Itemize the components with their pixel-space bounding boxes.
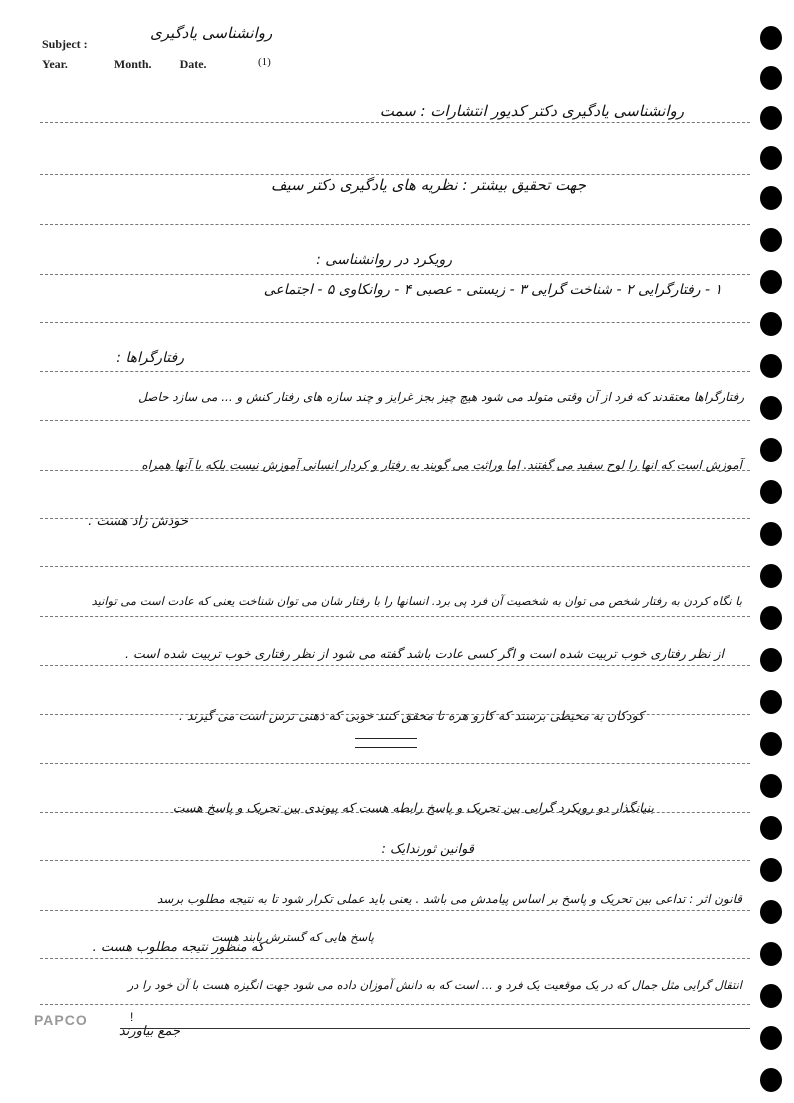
binder-hole — [760, 228, 782, 252]
page-number: (1) — [258, 56, 271, 68]
binder-hole — [760, 900, 782, 924]
ruled-line — [40, 763, 750, 764]
ruled-line — [40, 274, 750, 275]
ruled-line — [40, 616, 750, 617]
note-line: انتقال گرایی مثل جمال که در یک موقعیت یک فرد و ... است که به دانش آموزان داده می شود جهت انگیزه هست با آن خود را در — [127, 978, 742, 992]
binder-hole — [760, 1026, 782, 1050]
ruled-line — [40, 1004, 750, 1005]
binder-hole — [760, 396, 782, 420]
note-line: قوانین ثورندایک : — [381, 842, 474, 857]
ruled-line — [40, 958, 750, 959]
subject-value: روانشناسی یادگیری — [150, 24, 273, 42]
underline-mark — [355, 738, 417, 748]
binder-hole — [760, 438, 782, 462]
year-label: Year. — [42, 57, 68, 71]
binder-hole — [760, 106, 782, 130]
ruled-line — [40, 566, 750, 567]
footer-mark: ! — [130, 1010, 134, 1024]
binder-hole — [760, 774, 782, 798]
binder-hole — [760, 66, 782, 90]
binder-hole — [760, 984, 782, 1008]
ruled-line — [40, 224, 750, 225]
ruled-line — [40, 910, 750, 911]
ruled-line — [40, 322, 750, 323]
binder-hole — [760, 522, 782, 546]
binder-hole — [760, 146, 782, 170]
binder-hole — [760, 606, 782, 630]
papco-logo: PAPCO — [34, 1012, 88, 1028]
month-label: Month. — [113, 57, 152, 71]
note-line: آموزش است که انها را لوح سفید می گفتند. اما وراثت می گویند به رفتار و کردار انسانی آموزش نیست بلکه با آنها همراه — [141, 458, 742, 472]
binder-hole — [760, 26, 782, 50]
note-line: جمع بیاورند — [118, 1024, 180, 1039]
ruled-line — [40, 860, 750, 861]
note-line: پاسخ هایی که گسترش یابند هست — [211, 930, 374, 944]
footer-line — [120, 1028, 750, 1029]
binder-holes — [760, 0, 784, 1103]
note-line: قانون اثر : تداعی بین تحریک و پاسخ بر اساس پیامدش می باشد . یعنی باید عملی تکرار شود تا به نتیجه مطلوب برسد — [156, 892, 742, 906]
binder-hole — [760, 690, 782, 714]
note-line: خودش زاد هست . — [88, 514, 188, 529]
binder-hole — [760, 564, 782, 588]
binder-hole — [760, 732, 782, 756]
ruled-line — [40, 665, 750, 666]
note-line: ۱ - رفتارگرایی ۲ - شناخت گرایی ۳ - زیستی - عصبی ۴ - روانکاوی ۵ - اجتماعی — [263, 282, 722, 298]
binder-hole — [760, 270, 782, 294]
binder-hole — [760, 816, 782, 840]
binder-hole — [760, 942, 782, 966]
binder-hole — [760, 1068, 782, 1092]
binder-hole — [760, 858, 782, 882]
binder-hole — [760, 354, 782, 378]
ruled-line — [40, 122, 750, 123]
note-line: کودکان به محیطی برسند که کارو هره تا محقق کنند خوبی که ذهنی ترس است می گیرند . — [178, 708, 644, 723]
binder-hole — [760, 480, 782, 504]
ruled-line — [40, 420, 750, 421]
note-line: رویکرد در روانشناسی : — [316, 252, 452, 268]
note-line: با نگاه کردن به رفتار شخص می توان به شخصیت آن فرد پی برد. انسانها را با رفتار شان می توان شناخت یعنی که عادت است می توانید — [91, 594, 742, 608]
ruled-line — [40, 174, 750, 175]
binder-hole — [760, 312, 782, 336]
note-line: رفتارگراها معتقدند که فرد از آن وقتی متولد می شود هیچ چیز بجز غرایز و چند سازه های رفتار کنش و ... می سازد حاصل — [138, 390, 744, 404]
note-line: روانشناسی یادگیری دکتر کدیور انتشارات : سمت — [379, 102, 684, 120]
ruled-line — [40, 371, 750, 372]
note-line: بنیانگذار دو رویکرد گرایی بین تحریک و پاسخ رابطه هست که پیوندی بین تحریک و پاسخ هست — [172, 800, 654, 815]
subject-label: Subject : — [42, 37, 88, 51]
binder-hole — [760, 186, 782, 210]
note-line: که منظور نتیجه مطلوب هست . — [92, 940, 264, 955]
note-line: جهت تحقیق بیشتر : نظریه های یادگیری دکتر سیف — [270, 176, 586, 194]
note-line: رفتارگراها : — [116, 350, 184, 366]
date-label: Date. — [179, 57, 207, 71]
note-line: از نظر رفتاری خوب تربیت شده است و اگر کسی عادت باشد گفته می شود از نظر رفتاری خوب تربیت شده است . — [125, 646, 724, 661]
binder-hole — [760, 648, 782, 672]
